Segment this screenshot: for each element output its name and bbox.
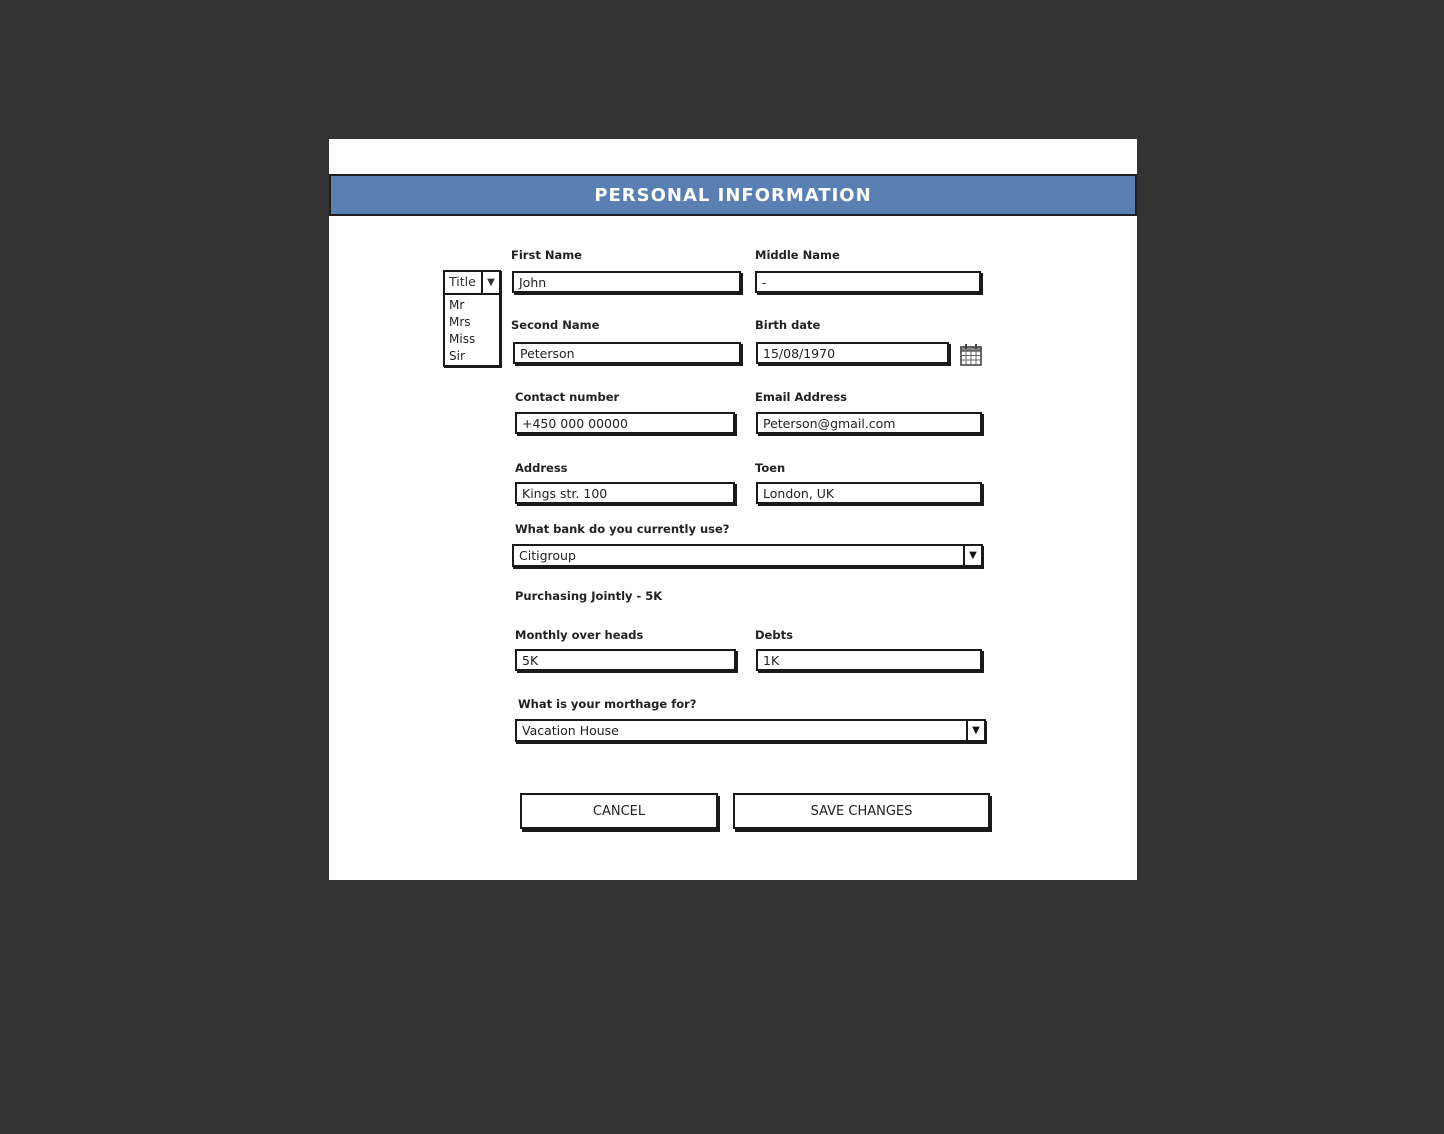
save-changes-button[interactable]: SAVE CHANGES [733,793,990,829]
monthly-overheads-label: Monthly over heads [515,628,644,642]
chevron-down-icon[interactable]: ▼ [481,272,499,293]
cancel-button[interactable]: CANCEL [520,793,718,829]
middle-name-field[interactable]: - [755,271,981,293]
title-select-head[interactable] [445,272,499,295]
title-options-list [449,297,475,365]
chevron-down-icon[interactable]: ▼ [963,546,981,565]
first-name-field[interactable]: John [512,271,741,293]
title-select-value: Title [449,274,476,289]
title-option-mrs[interactable]: Mrs [449,315,471,329]
middle-name-label: Middle Name [755,248,840,262]
personal-information-panel [329,139,1137,880]
title-select[interactable] [443,270,501,367]
mortgage-for-select-value: Vacation House [522,723,619,738]
mortgage-for-label: What is your morthage for? [518,697,697,711]
contact-number-field[interactable]: +450 000 00000 [515,412,735,434]
page-title: PERSONAL INFORMATION [329,174,1137,216]
second-name-field[interactable]: Peterson [513,342,741,364]
contact-number-label: Contact number [515,390,620,404]
town-label: Toen [755,461,786,475]
bank-label: What bank do you currently use? [515,522,730,536]
bank-select-value: Citigroup [519,548,576,563]
calendar-icon[interactable] [959,343,983,367]
title-option-mr[interactable]: Mr [449,298,465,312]
address-field[interactable]: Kings str. 100 [515,482,735,504]
first-name-label: First Name [511,248,582,262]
bank-select[interactable] [512,544,983,567]
chevron-down-icon[interactable]: ▼ [966,721,984,740]
email-field[interactable]: Peterson@gmail.com [756,412,982,434]
monthly-overheads-field[interactable]: 5K [515,649,736,671]
debts-field[interactable]: 1K [756,649,982,671]
second-name-label: Second Name [511,318,600,332]
birth-date-field[interactable]: 15/08/1970 [756,342,949,364]
title-option-sir[interactable]: Sir [449,349,465,363]
email-label: Email Address [755,390,848,404]
town-field[interactable]: London, UK [756,482,982,504]
debts-label: Debts [755,628,793,642]
mortgage-for-select[interactable] [515,719,986,742]
purchasing-jointly-note: Purchasing Jointly - 5K [515,589,663,603]
title-option-miss[interactable]: Miss [449,332,476,346]
birth-date-label: Birth date [755,318,821,332]
address-label: Address [515,461,568,475]
